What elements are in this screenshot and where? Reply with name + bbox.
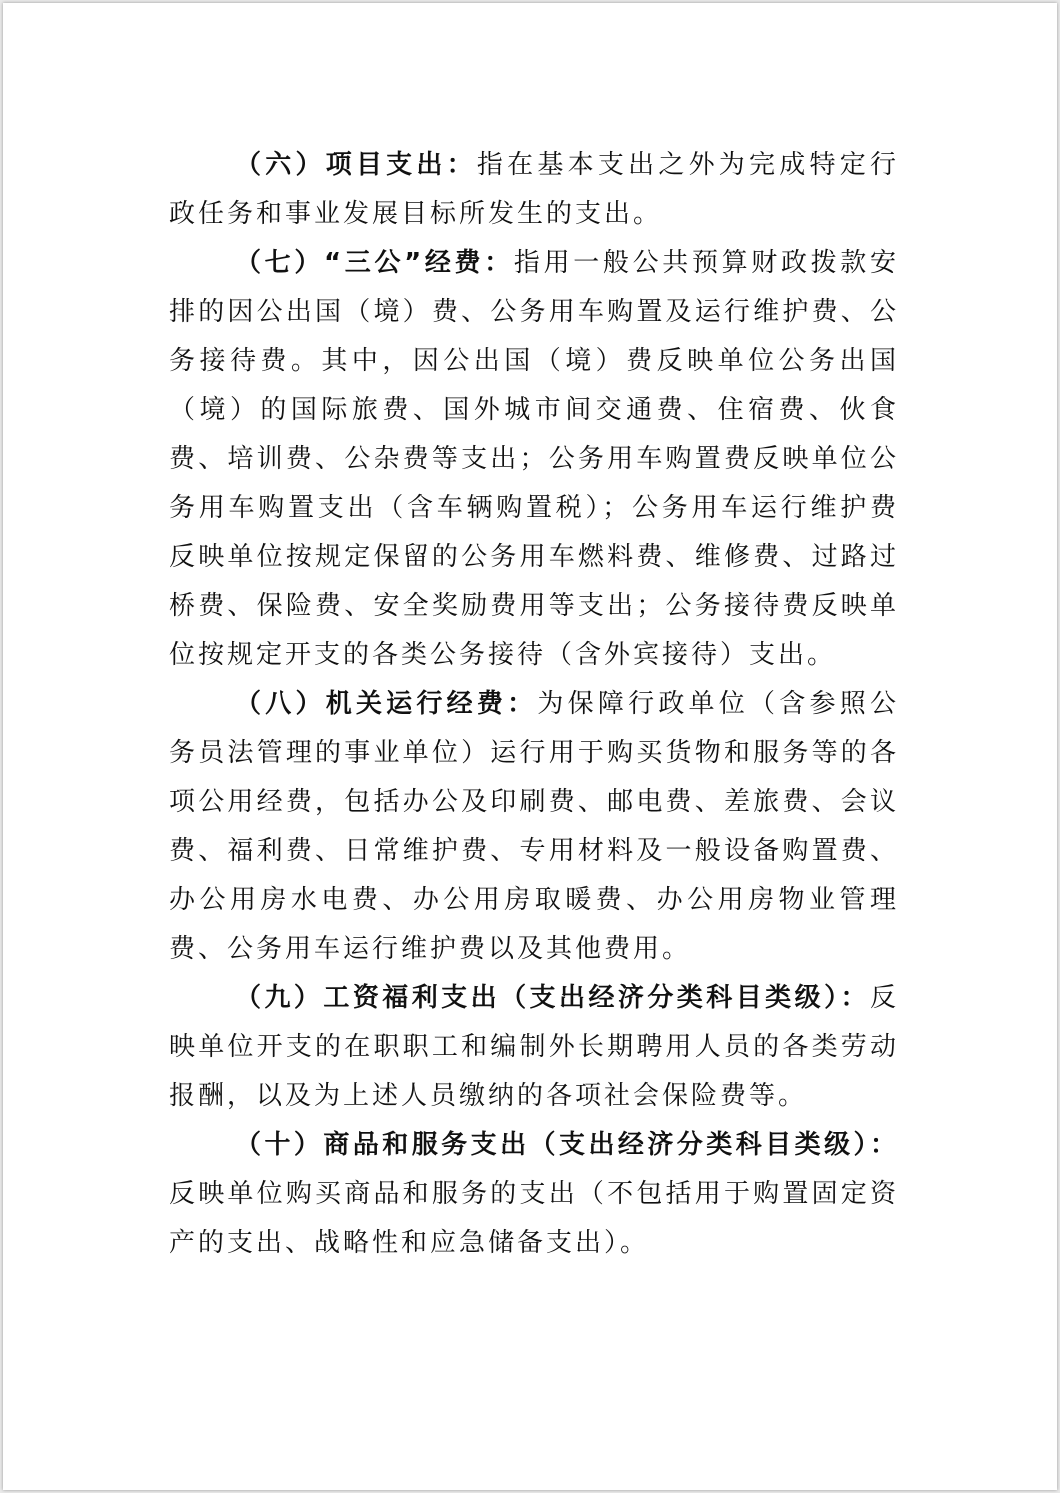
paragraph-wage-welfare-expenditure: [169, 974, 899, 1121]
document-page: [3, 3, 1057, 1490]
paragraph-text: 反映单位开支的在职职工和编制外长期聘用人员的各类劳动报酬，以及为上述人员缴纳的各项社会保险费等。: [169, 983, 899, 1111]
paragraph-text: 指用一般公共预算财政拨款安排的因公出国（境）费、公务用车购置及运行维护费、公务接待费。其中，因公出国（境）费反映单位公务出国（境）的国际旅费、国外城市间交通费、住宿费、伙食费、培训费、公杂费等支出；公务用车购置费反映单位公务用车购置支出（含车辆购置税）；公务用车运行维护费反映单位按规定保留的公务用车燃料费、维修费、过路过桥费、保险费、安全奖励费用等支出；公务接待费反映单位按规定开支的各类公务接待（含外宾接待）支出。: [169, 248, 899, 670]
paragraph-three-public-expenses: [169, 239, 899, 680]
document-body: [169, 141, 899, 1268]
paragraph-agency-operating-expenses: [169, 680, 899, 974]
paragraph-goods-services-expenditure: [169, 1121, 899, 1268]
paragraph-heading: （六）项目支出：: [235, 150, 477, 180]
paragraph-text: 反映单位购买商品和服务的支出（不包括用于购置固定资产的支出、战略性和应急储备支出）。: [169, 1179, 899, 1258]
paragraph-heading: （七）“三公”经费：: [235, 248, 514, 278]
paragraph-heading: （九）工资福利支出（支出经济分类科目类级）：: [235, 983, 870, 1013]
paragraph-text: 指在基本支出之外为完成特定行政任务和事业发展目标所发生的支出。: [169, 150, 899, 229]
paragraph-project-expenditure: [169, 141, 899, 239]
paragraph-heading: （十）商品和服务支出（支出经济分类科目类级）：: [235, 1130, 899, 1160]
paragraph-heading: （八）机关运行经费：: [235, 689, 538, 719]
paragraph-text: 为保障行政单位（含参照公务员法管理的事业单位）运行用于购买货物和服务等的各项公用经费，包括办公及印刷费、邮电费、差旅费、会议费、福利费、日常维护费、专用材料及一般设备购置费、办公用房水电费、办公用房取暖费、办公用房物业管理费、公务用车运行维护费以及其他费用。: [169, 689, 899, 964]
